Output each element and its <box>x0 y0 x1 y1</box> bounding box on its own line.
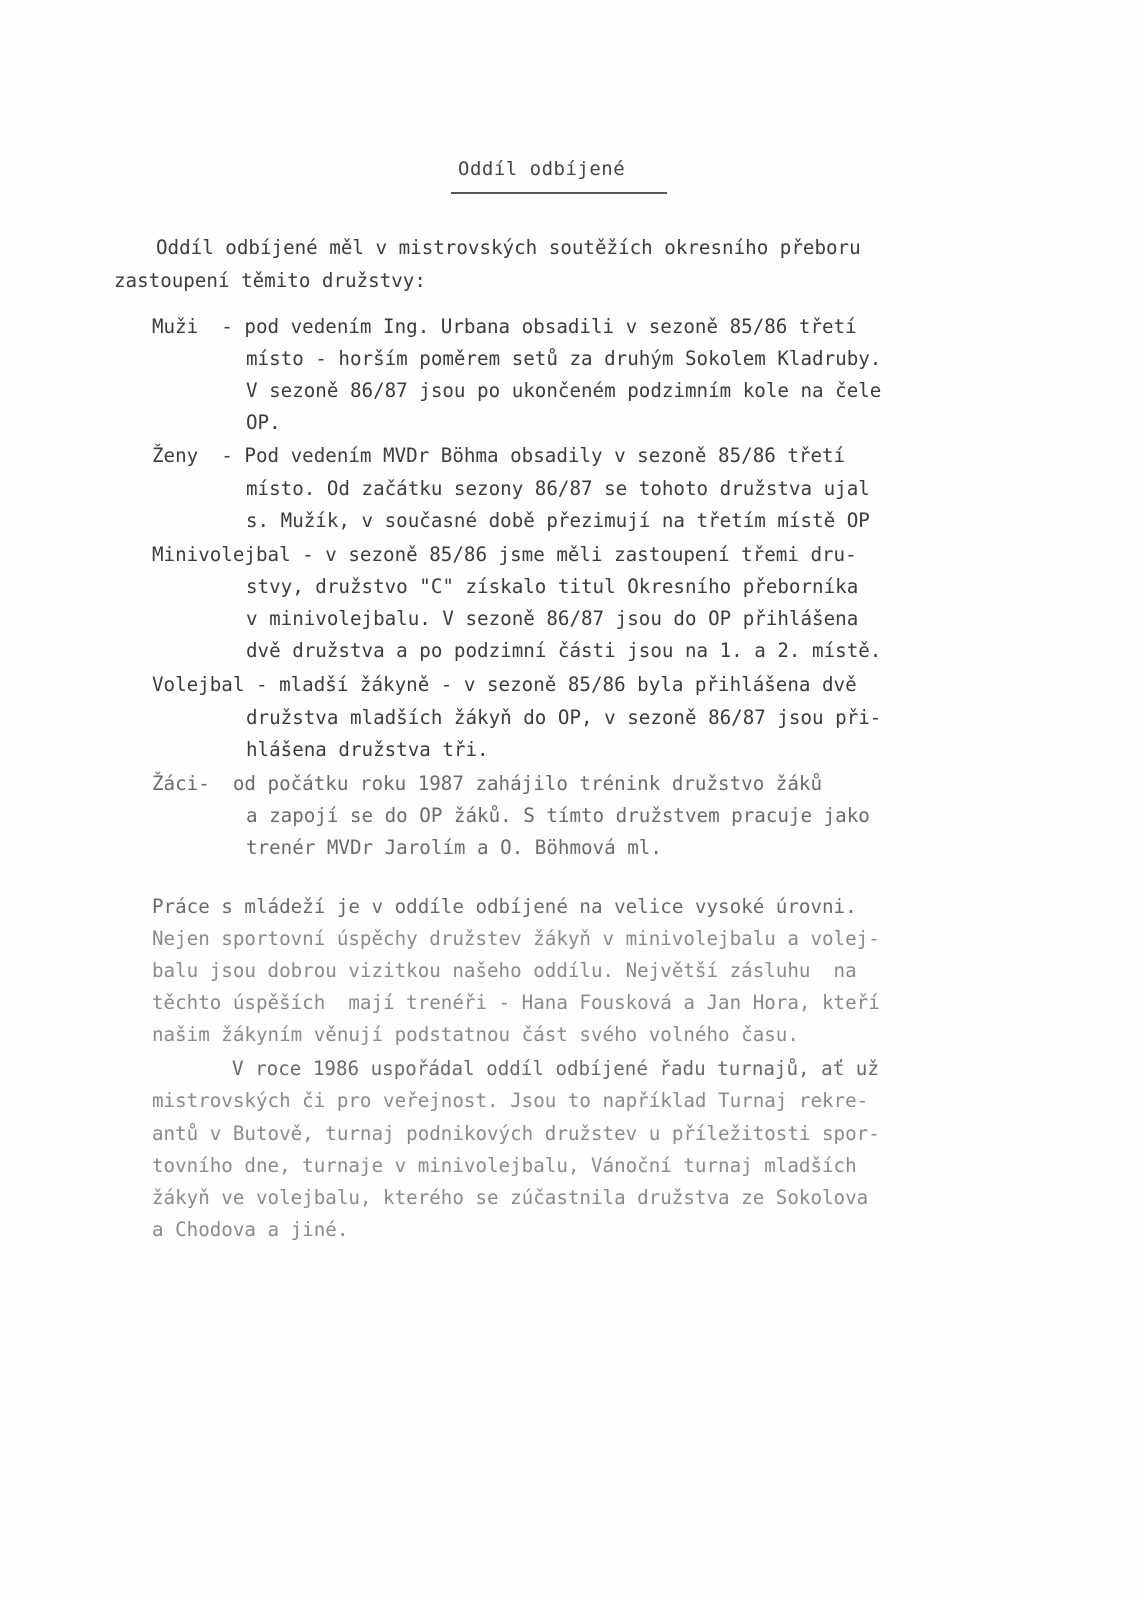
team-minivolejbal-line: Minivolejbal - v sezoně 85/86 jsme měli zastoupení třemi dru- <box>152 543 857 566</box>
paragraph-line: Nejen sportovní úspěchy družstev žákyň v minivolejbalu a volej- <box>152 927 880 950</box>
team-zaci-line: trenér MVDr Jarolím a O. Böhmová ml. <box>246 836 662 859</box>
team-volejbal-line: hlášena družstva tři. <box>246 738 489 761</box>
paragraph-line: mistrovských či pro veřejnost. Jsou to například Turnaj rekre- <box>152 1089 869 1112</box>
paragraph-line: balu jsou dobrou vizitkou našeho oddílu. Největší zásluhu na <box>152 959 857 982</box>
team-zaci-line: Žáci- od počátku roku 1987 zahájilo trénink družstvo žáků <box>152 772 823 795</box>
team-minivolejbal-line: v minivolejbalu. V sezoně 86/87 jsou do OP přihlášena <box>246 607 859 630</box>
page-title: Oddíl odbíjené <box>458 158 626 180</box>
paragraph-line: našim žákyním věnují podstatnou část svého volného času. <box>152 1023 799 1046</box>
team-zeny-line: s. Mužík, v současné době přezimují na třetím místě OP <box>246 509 870 532</box>
paragraph-line: a Chodova a jiné. <box>152 1218 349 1241</box>
paragraph-line: žákyň ve volejbalu, kterého se zúčastnila družstva ze Sokolova <box>152 1186 869 1209</box>
team-muzi-line: místo - horším poměrem setů za druhým Sokolem Kladruby. <box>246 347 882 370</box>
team-muzi-line: V sezoně 86/87 jsou po ukončeném podzimním kole na čele <box>246 379 882 402</box>
team-zaci-line: a zapojí se do OP žáků. S tímto družstvem pracuje jako <box>246 804 870 827</box>
paragraph-line: V roce 1986 uspořádal oddíl odbíjené řadu turnajů, ať už <box>232 1057 879 1080</box>
team-muzi-line: OP. <box>246 411 281 434</box>
team-muzi-line: Muži - pod vedením Ing. Urbana obsadili v sezoně 85/86 třetí <box>152 315 857 338</box>
paragraph-line: antů v Butově, turnaj podnikových družstev u příležitosti spor- <box>152 1122 880 1145</box>
team-minivolejbal-line: stvy, družstvo "C" získalo titul Okresního přeborníka <box>246 575 859 598</box>
team-volejbal-line: Volejbal - mladší žákyně - v sezoně 85/86 byla přihlášena dvě <box>152 673 857 696</box>
paragraph-line: Práce s mládeží je v oddíle odbíjené na velice vysoké úrovni. <box>152 895 857 918</box>
team-minivolejbal-line: dvě družstva a po podzimní části jsou na 1. a 2. místě. <box>246 639 882 662</box>
intro-line: Oddíl odbíjené měl v mistrovských soutěžích okresního přeboru <box>156 236 861 259</box>
intro-line: zastoupení těmito družstvy: <box>114 269 426 292</box>
paragraph-line: tovního dne, turnaje v minivolejbalu, Vánoční turnaj mladších <box>152 1154 857 1177</box>
team-zeny-line: Ženy - Pod vedením MVDr Böhma obsadily v sezoně 85/86 třetí <box>152 444 846 467</box>
paragraph-line: těchto úspěších mají trenéři - Hana Fousková a Jan Hora, kteří <box>152 991 880 1014</box>
team-volejbal-line: družstva mladších žákyň do OP, v sezoně 86/87 jsou při- <box>246 706 882 729</box>
team-zeny-line: místo. Od začátku sezony 86/87 se tohoto družstva ujal <box>246 477 870 500</box>
title-underline <box>451 192 667 194</box>
